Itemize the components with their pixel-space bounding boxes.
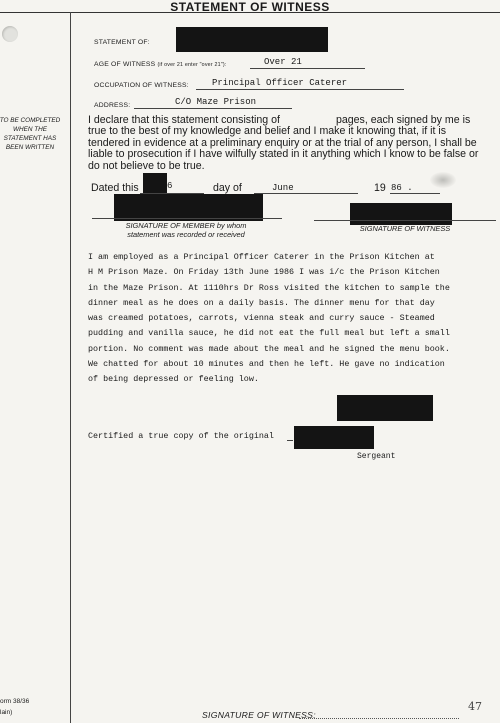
member-caption-line: statement was recorded or received xyxy=(127,229,245,239)
statement-line: of being depressed or feeling low. xyxy=(88,374,259,385)
margin-note-line: WHEN THE xyxy=(12,126,48,133)
declaration-part2: pages, each signed by me is true to the best of my knowledge and belief and I make it knowing that, if it is tendered in evidence at a preliminary enquiry or at the trial of any person, I shall be liable to prosecution if I have wilfully stated in it anything which I know to be false or do not believe to be true. xyxy=(88,114,479,172)
redacted-officer-signature xyxy=(337,395,433,421)
statement-line: I am employed as a Principal Officer Caterer in the Prison Kitchen at xyxy=(88,252,435,262)
day-of-label: day of xyxy=(213,182,242,194)
month-value: June xyxy=(272,183,294,193)
redacted-certifier-signature xyxy=(294,426,374,449)
member-signature-line xyxy=(92,218,282,219)
statement-line: was creamed potatoes, carrots, vienna steak and curry sauce - Steamed xyxy=(88,313,435,324)
certification-underline xyxy=(287,440,293,441)
page-number: 47 xyxy=(468,700,482,713)
year-value: 86 . xyxy=(391,183,413,193)
form-reference-line: orm 38/36 xyxy=(0,698,30,705)
age-label-text: AGE OF WITNESS xyxy=(94,61,156,68)
redacted-member-signature xyxy=(114,194,263,221)
margin-note-line: TO BE COMPLETED xyxy=(0,117,61,124)
occupation-value: Principal Officer Caterer xyxy=(212,78,348,88)
age-underline xyxy=(250,68,365,69)
statement-of-label: STATEMENT OF: xyxy=(94,39,150,46)
form-reference xyxy=(0,696,29,718)
day-value: 6 xyxy=(167,181,173,191)
statement-line: We chatted for about 10 minutes and then he left. He gave no indication xyxy=(88,359,445,370)
statement-line: dinner meal as he does on a daily basis. The dinner menu for that day xyxy=(88,297,435,308)
address-label: ADDRESS: xyxy=(94,102,131,109)
occupation-underline xyxy=(196,89,404,90)
punch-hole xyxy=(2,26,18,42)
dated-this-label: Dated this xyxy=(91,182,139,194)
statement-line: H M Prison Maze. On Friday 13th June 1986 I was i/c the Prison Kitchen xyxy=(88,267,440,278)
witness-signature-line xyxy=(314,220,496,221)
declaration-part1: I declare that this statement consisting of xyxy=(88,114,280,126)
top-rule xyxy=(0,12,500,13)
redacted-witness-name xyxy=(176,27,328,52)
ink-smudge xyxy=(430,172,456,188)
occupation-label: OCCUPATION OF WITNESS: xyxy=(94,82,189,89)
year-prefix: 19 xyxy=(374,182,386,194)
margin-note xyxy=(0,116,62,152)
redacted-witness-signature xyxy=(350,203,452,225)
member-signature-caption xyxy=(98,222,274,239)
footer-signature-line xyxy=(299,718,459,719)
margin-note-line: BEEN WRITTEN xyxy=(5,144,55,151)
age-value: Over 21 xyxy=(264,57,302,67)
footer-signature-label: SIGNATURE OF WITNESS: xyxy=(202,710,316,720)
age-label-hint: (if over 21 enter "over 21"): xyxy=(157,62,227,68)
declaration-text xyxy=(88,115,490,172)
margin-note-line: STATEMENT HAS xyxy=(3,135,57,142)
document-title: STATEMENT OF WITNESS xyxy=(170,0,330,14)
redacted-day xyxy=(143,173,167,193)
address-underline xyxy=(134,108,292,109)
month-underline xyxy=(254,193,358,194)
age-label xyxy=(94,61,226,68)
margin-divider xyxy=(70,12,71,723)
form-reference-line: lain) xyxy=(0,709,13,716)
certifier-rank: Sergeant xyxy=(357,452,396,461)
member-caption-line: SIGNATURE OF MEMBER by whom xyxy=(125,221,247,230)
witness-signature-caption: SIGNATURE OF WITNESS xyxy=(359,224,451,233)
certification-text: Certified a true copy of the original xyxy=(88,431,274,441)
statement-line: portion. No comment was made about the meal and he signed the menu book. xyxy=(88,343,450,354)
statement-body xyxy=(88,250,498,388)
statement-line: pudding and vanilla sauce, he did not eat the full meal but left a small xyxy=(88,328,450,339)
statement-line: in the Maze Prison. At 1110hrs Dr Ross visited the kitchen to sample the xyxy=(88,282,450,293)
year-underline xyxy=(390,193,440,194)
address-value: C/O Maze Prison xyxy=(175,97,257,107)
